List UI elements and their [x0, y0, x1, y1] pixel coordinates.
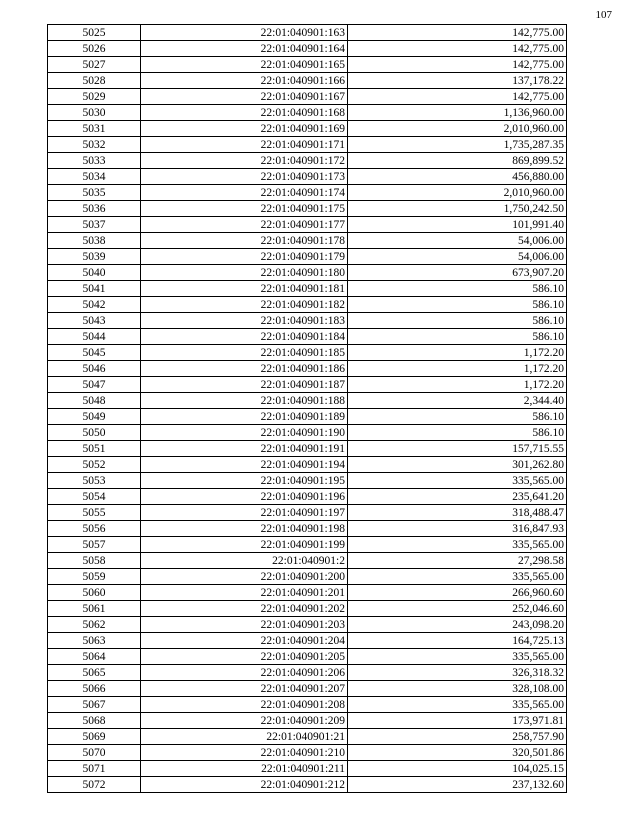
- row-number-cell: 5031: [48, 121, 141, 137]
- cadastral-number-cell: 22:01:040901:168: [141, 105, 348, 121]
- row-number-cell: 5037: [48, 217, 141, 233]
- value-cell: 316,847.93: [348, 521, 567, 537]
- cadastral-value-table: [47, 24, 567, 793]
- cadastral-number-cell: 22:01:040901:182: [141, 297, 348, 313]
- value-cell: 252,046.60: [348, 601, 567, 617]
- value-cell: 1,172.20: [348, 361, 567, 377]
- cadastral-number-cell: 22:01:040901:21: [141, 729, 348, 745]
- table-row: [48, 201, 567, 217]
- cadastral-number-cell: 22:01:040901:181: [141, 281, 348, 297]
- row-number-cell: 5046: [48, 361, 141, 377]
- value-cell: 157,715.55: [348, 441, 567, 457]
- table-row: [48, 281, 567, 297]
- cadastral-number-cell: 22:01:040901:177: [141, 217, 348, 233]
- value-cell: 335,565.00: [348, 697, 567, 713]
- cadastral-number-cell: 22:01:040901:180: [141, 265, 348, 281]
- row-number-cell: 5067: [48, 697, 141, 713]
- value-cell: 301,262.80: [348, 457, 567, 473]
- row-number-cell: 5028: [48, 73, 141, 89]
- table-row: [48, 713, 567, 729]
- row-number-cell: 5036: [48, 201, 141, 217]
- value-cell: 142,775.00: [348, 89, 567, 105]
- table-row: [48, 697, 567, 713]
- row-number-cell: 5065: [48, 665, 141, 681]
- table-row: [48, 217, 567, 233]
- value-cell: 142,775.00: [348, 57, 567, 73]
- table-row: [48, 585, 567, 601]
- row-number-cell: 5033: [48, 153, 141, 169]
- value-cell: 335,565.00: [348, 537, 567, 553]
- cadastral-number-cell: 22:01:040901:198: [141, 521, 348, 537]
- row-number-cell: 5042: [48, 297, 141, 313]
- value-cell: 2,010,960.00: [348, 185, 567, 201]
- table-row: [48, 377, 567, 393]
- row-number-cell: 5055: [48, 505, 141, 521]
- cadastral-number-cell: 22:01:040901:210: [141, 745, 348, 761]
- table-row: [48, 57, 567, 73]
- row-number-cell: 5045: [48, 345, 141, 361]
- row-number-cell: 5048: [48, 393, 141, 409]
- cadastral-number-cell: 22:01:040901:186: [141, 361, 348, 377]
- cadastral-number-cell: 22:01:040901:173: [141, 169, 348, 185]
- cadastral-number-cell: 22:01:040901:166: [141, 73, 348, 89]
- table-body: [48, 25, 567, 793]
- cadastral-number-cell: 22:01:040901:212: [141, 777, 348, 793]
- value-cell: 1,136,960.00: [348, 105, 567, 121]
- cadastral-number-cell: 22:01:040901:195: [141, 473, 348, 489]
- cadastral-number-cell: 22:01:040901:175: [141, 201, 348, 217]
- value-cell: 456,880.00: [348, 169, 567, 185]
- table-row: [48, 185, 567, 201]
- cadastral-number-cell: 22:01:040901:171: [141, 137, 348, 153]
- cadastral-number-cell: 22:01:040901:187: [141, 377, 348, 393]
- cadastral-number-cell: 22:01:040901:200: [141, 569, 348, 585]
- value-cell: 142,775.00: [348, 25, 567, 41]
- table-row: [48, 617, 567, 633]
- cadastral-number-cell: 22:01:040901:179: [141, 249, 348, 265]
- value-cell: 335,565.00: [348, 569, 567, 585]
- value-cell: 54,006.00: [348, 249, 567, 265]
- table-row: [48, 489, 567, 505]
- table-row: [48, 441, 567, 457]
- row-number-cell: 5047: [48, 377, 141, 393]
- row-number-cell: 5059: [48, 569, 141, 585]
- value-cell: 164,725.13: [348, 633, 567, 649]
- table-row: [48, 569, 567, 585]
- value-cell: 1,735,287.35: [348, 137, 567, 153]
- cadastral-number-cell: 22:01:040901:190: [141, 425, 348, 441]
- value-cell: 335,565.00: [348, 649, 567, 665]
- row-number-cell: 5029: [48, 89, 141, 105]
- cadastral-number-cell: 22:01:040901:203: [141, 617, 348, 633]
- cadastral-number-cell: 22:01:040901:204: [141, 633, 348, 649]
- value-cell: 869,899.52: [348, 153, 567, 169]
- cadastral-number-cell: 22:01:040901:172: [141, 153, 348, 169]
- cadastral-number-cell: 22:01:040901:191: [141, 441, 348, 457]
- table-row: [48, 105, 567, 121]
- table-row: [48, 329, 567, 345]
- value-cell: 173,971.81: [348, 713, 567, 729]
- row-number-cell: 5041: [48, 281, 141, 297]
- table-row: [48, 473, 567, 489]
- table-row: [48, 89, 567, 105]
- row-number-cell: 5066: [48, 681, 141, 697]
- value-cell: 586.10: [348, 313, 567, 329]
- value-cell: 54,006.00: [348, 233, 567, 249]
- row-number-cell: 5051: [48, 441, 141, 457]
- row-number-cell: 5050: [48, 425, 141, 441]
- value-cell: 2,344.40: [348, 393, 567, 409]
- value-cell: 137,178.22: [348, 73, 567, 89]
- cadastral-number-cell: 22:01:040901:169: [141, 121, 348, 137]
- row-number-cell: 5039: [48, 249, 141, 265]
- table-row: [48, 393, 567, 409]
- cadastral-number-cell: 22:01:040901:208: [141, 697, 348, 713]
- cadastral-number-cell: 22:01:040901:202: [141, 601, 348, 617]
- cadastral-number-cell: 22:01:040901:165: [141, 57, 348, 73]
- cadastral-number-cell: 22:01:040901:196: [141, 489, 348, 505]
- value-cell: 326,318.32: [348, 665, 567, 681]
- cadastral-number-cell: 22:01:040901:183: [141, 313, 348, 329]
- row-number-cell: 5025: [48, 25, 141, 41]
- value-cell: 2,010,960.00: [348, 121, 567, 137]
- table-row: [48, 73, 567, 89]
- table-row: [48, 345, 567, 361]
- table-row: [48, 761, 567, 777]
- cadastral-number-cell: 22:01:040901:163: [141, 25, 348, 41]
- value-cell: 258,757.90: [348, 729, 567, 745]
- row-number-cell: 5058: [48, 553, 141, 569]
- value-cell: 243,098.20: [348, 617, 567, 633]
- cadastral-number-cell: 22:01:040901:189: [141, 409, 348, 425]
- value-cell: 586.10: [348, 425, 567, 441]
- table-row: [48, 425, 567, 441]
- row-number-cell: 5030: [48, 105, 141, 121]
- cadastral-number-cell: 22:01:040901:2: [141, 553, 348, 569]
- table-row: [48, 41, 567, 57]
- table-row: [48, 169, 567, 185]
- table-row: [48, 153, 567, 169]
- page-number: 107: [595, 9, 612, 21]
- cadastral-number-cell: 22:01:040901:184: [141, 329, 348, 345]
- cadastral-number-cell: 22:01:040901:211: [141, 761, 348, 777]
- row-number-cell: 5062: [48, 617, 141, 633]
- value-cell: 104,025.15: [348, 761, 567, 777]
- value-cell: 335,565.00: [348, 473, 567, 489]
- row-number-cell: 5043: [48, 313, 141, 329]
- cadastral-number-cell: 22:01:040901:197: [141, 505, 348, 521]
- cadastral-number-cell: 22:01:040901:174: [141, 185, 348, 201]
- cadastral-number-cell: 22:01:040901:178: [141, 233, 348, 249]
- value-cell: 1,172.20: [348, 345, 567, 361]
- cadastral-number-cell: 22:01:040901:167: [141, 89, 348, 105]
- row-number-cell: 5052: [48, 457, 141, 473]
- cadastral-number-cell: 22:01:040901:201: [141, 585, 348, 601]
- value-cell: 1,172.20: [348, 377, 567, 393]
- table-row: [48, 297, 567, 313]
- table-row: [48, 665, 567, 681]
- table-row: [48, 601, 567, 617]
- value-cell: 586.10: [348, 409, 567, 425]
- row-number-cell: 5044: [48, 329, 141, 345]
- cadastral-number-cell: 22:01:040901:188: [141, 393, 348, 409]
- cadastral-number-cell: 22:01:040901:206: [141, 665, 348, 681]
- row-number-cell: 5071: [48, 761, 141, 777]
- row-number-cell: 5053: [48, 473, 141, 489]
- cadastral-number-cell: 22:01:040901:209: [141, 713, 348, 729]
- value-cell: 586.10: [348, 297, 567, 313]
- cadastral-number-cell: 22:01:040901:199: [141, 537, 348, 553]
- value-cell: 101,991.40: [348, 217, 567, 233]
- table-row: [48, 521, 567, 537]
- cadastral-number-cell: 22:01:040901:164: [141, 41, 348, 57]
- value-cell: 586.10: [348, 281, 567, 297]
- cadastral-number-cell: 22:01:040901:207: [141, 681, 348, 697]
- row-number-cell: 5070: [48, 745, 141, 761]
- table-row: [48, 409, 567, 425]
- row-number-cell: 5027: [48, 57, 141, 73]
- table-row: [48, 25, 567, 41]
- table-row: [48, 121, 567, 137]
- row-number-cell: 5054: [48, 489, 141, 505]
- cadastral-number-cell: 22:01:040901:194: [141, 457, 348, 473]
- value-cell: 27,298.58: [348, 553, 567, 569]
- row-number-cell: 5060: [48, 585, 141, 601]
- row-number-cell: 5035: [48, 185, 141, 201]
- value-cell: 235,641.20: [348, 489, 567, 505]
- row-number-cell: 5049: [48, 409, 141, 425]
- row-number-cell: 5056: [48, 521, 141, 537]
- table-row: [48, 265, 567, 281]
- row-number-cell: 5032: [48, 137, 141, 153]
- table-row: [48, 361, 567, 377]
- row-number-cell: 5063: [48, 633, 141, 649]
- row-number-cell: 5064: [48, 649, 141, 665]
- value-cell: 266,960.60: [348, 585, 567, 601]
- table-row: [48, 249, 567, 265]
- row-number-cell: 5038: [48, 233, 141, 249]
- table-row: [48, 537, 567, 553]
- value-cell: 320,501.86: [348, 745, 567, 761]
- row-number-cell: 5034: [48, 169, 141, 185]
- table-row: [48, 553, 567, 569]
- value-cell: 328,108.00: [348, 681, 567, 697]
- table-row: [48, 681, 567, 697]
- table-row: [48, 313, 567, 329]
- row-number-cell: 5026: [48, 41, 141, 57]
- row-number-cell: 5068: [48, 713, 141, 729]
- value-cell: 586.10: [348, 329, 567, 345]
- cadastral-number-cell: 22:01:040901:185: [141, 345, 348, 361]
- table-row: [48, 729, 567, 745]
- table-row: [48, 649, 567, 665]
- row-number-cell: 5040: [48, 265, 141, 281]
- value-cell: 318,488.47: [348, 505, 567, 521]
- table-row: [48, 457, 567, 473]
- row-number-cell: 5057: [48, 537, 141, 553]
- table-row: [48, 137, 567, 153]
- table-row: [48, 633, 567, 649]
- table-row: [48, 505, 567, 521]
- table-row: [48, 233, 567, 249]
- table-row: [48, 745, 567, 761]
- value-cell: 1,750,242.50: [348, 201, 567, 217]
- cadastral-number-cell: 22:01:040901:205: [141, 649, 348, 665]
- row-number-cell: 5061: [48, 601, 141, 617]
- value-cell: 142,775.00: [348, 41, 567, 57]
- value-cell: 237,132.60: [348, 777, 567, 793]
- table-row: [48, 777, 567, 793]
- value-cell: 673,907.20: [348, 265, 567, 281]
- row-number-cell: 5072: [48, 777, 141, 793]
- row-number-cell: 5069: [48, 729, 141, 745]
